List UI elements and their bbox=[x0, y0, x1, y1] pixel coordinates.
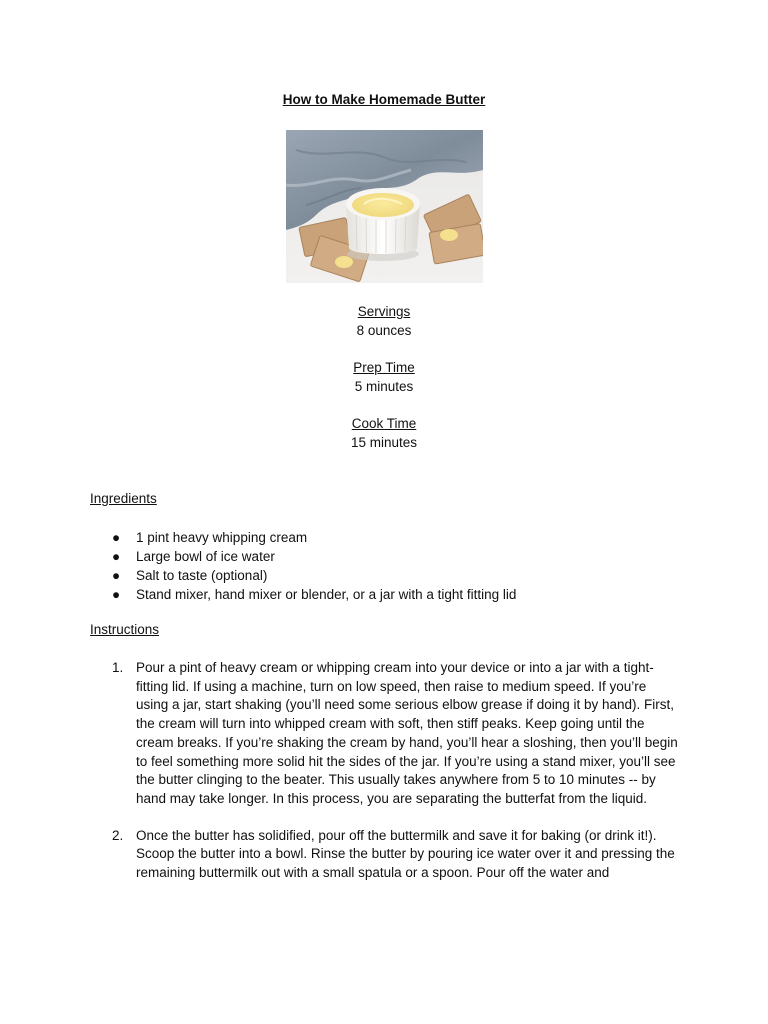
butter-photo bbox=[286, 130, 483, 283]
list-item bbox=[112, 585, 712, 604]
cook-time-value: 15 minutes bbox=[350, 435, 418, 450]
servings-value: 8 ounces bbox=[356, 323, 412, 338]
ingredient-text: Stand mixer, hand mixer or blender, or a jar with a tight fitting lid bbox=[136, 587, 517, 602]
list-item bbox=[112, 547, 712, 566]
bullet-icon: ● bbox=[112, 549, 121, 564]
step-text: Pour a pint of heavy cream or whipping cream into your device or into a jar with a tight-fitting lid. If using a machine, turn on low speed, then raise to medium speed. If you’re using a jar, start shaking (you’ll need some serious elbow grease if doing it by hand). First, the cream will turn into whipped cream with soft, then stiff peaks. Keep going until the cream breaks. If you’re shaking the cream by hand, you’ll hear a sloshing, then you’ll begin to feel something more solid hit the sides of the jar. If you’re using a stand mixer, you’ll see the butter clinging to the beater. This usually takes anywhere from 5 to 10 minutes -- by hand may take longer. In this process, you are separating the butterfat from the liquid. bbox=[136, 660, 678, 806]
cook-time-label: Cook Time bbox=[351, 416, 417, 431]
ingredient-text: Salt to taste (optional) bbox=[136, 568, 268, 583]
ingredient-text: 1 pint heavy whipping cream bbox=[136, 530, 308, 545]
bullet-icon: ● bbox=[112, 530, 121, 545]
servings-block bbox=[0, 302, 768, 340]
bullet-icon: ● bbox=[112, 587, 121, 602]
ingredients-list bbox=[112, 528, 712, 604]
list-item bbox=[112, 528, 712, 547]
ingredient-text: Large bowl of ice water bbox=[136, 549, 275, 564]
ingredients-heading: Ingredients bbox=[90, 491, 157, 506]
instructions-list bbox=[112, 659, 682, 901]
step-number: 1. bbox=[112, 660, 124, 675]
document-title: How to Make Homemade Butter bbox=[282, 92, 486, 107]
step-number: 2. bbox=[112, 827, 124, 843]
cook-time-block bbox=[0, 414, 768, 452]
prep-time-block bbox=[0, 358, 768, 396]
step-text: Once the butter has solidified, pour off the buttermilk and save it for baking (or drink it!). Scoop the butter into a bowl. Rinse the butter by pouring ice water over it and pressing the remaining buttermilk out with a small spatula or a spoon. Pour off the water and bbox=[136, 827, 675, 881]
list-item bbox=[112, 566, 712, 585]
prep-time-label: Prep Time bbox=[353, 360, 415, 375]
list-item bbox=[112, 659, 682, 809]
instructions-heading: Instructions bbox=[90, 622, 160, 637]
servings-label: Servings bbox=[357, 304, 411, 319]
bullet-icon: ● bbox=[112, 568, 121, 583]
prep-time-value: 5 minutes bbox=[354, 379, 414, 394]
list-item bbox=[112, 827, 682, 883]
